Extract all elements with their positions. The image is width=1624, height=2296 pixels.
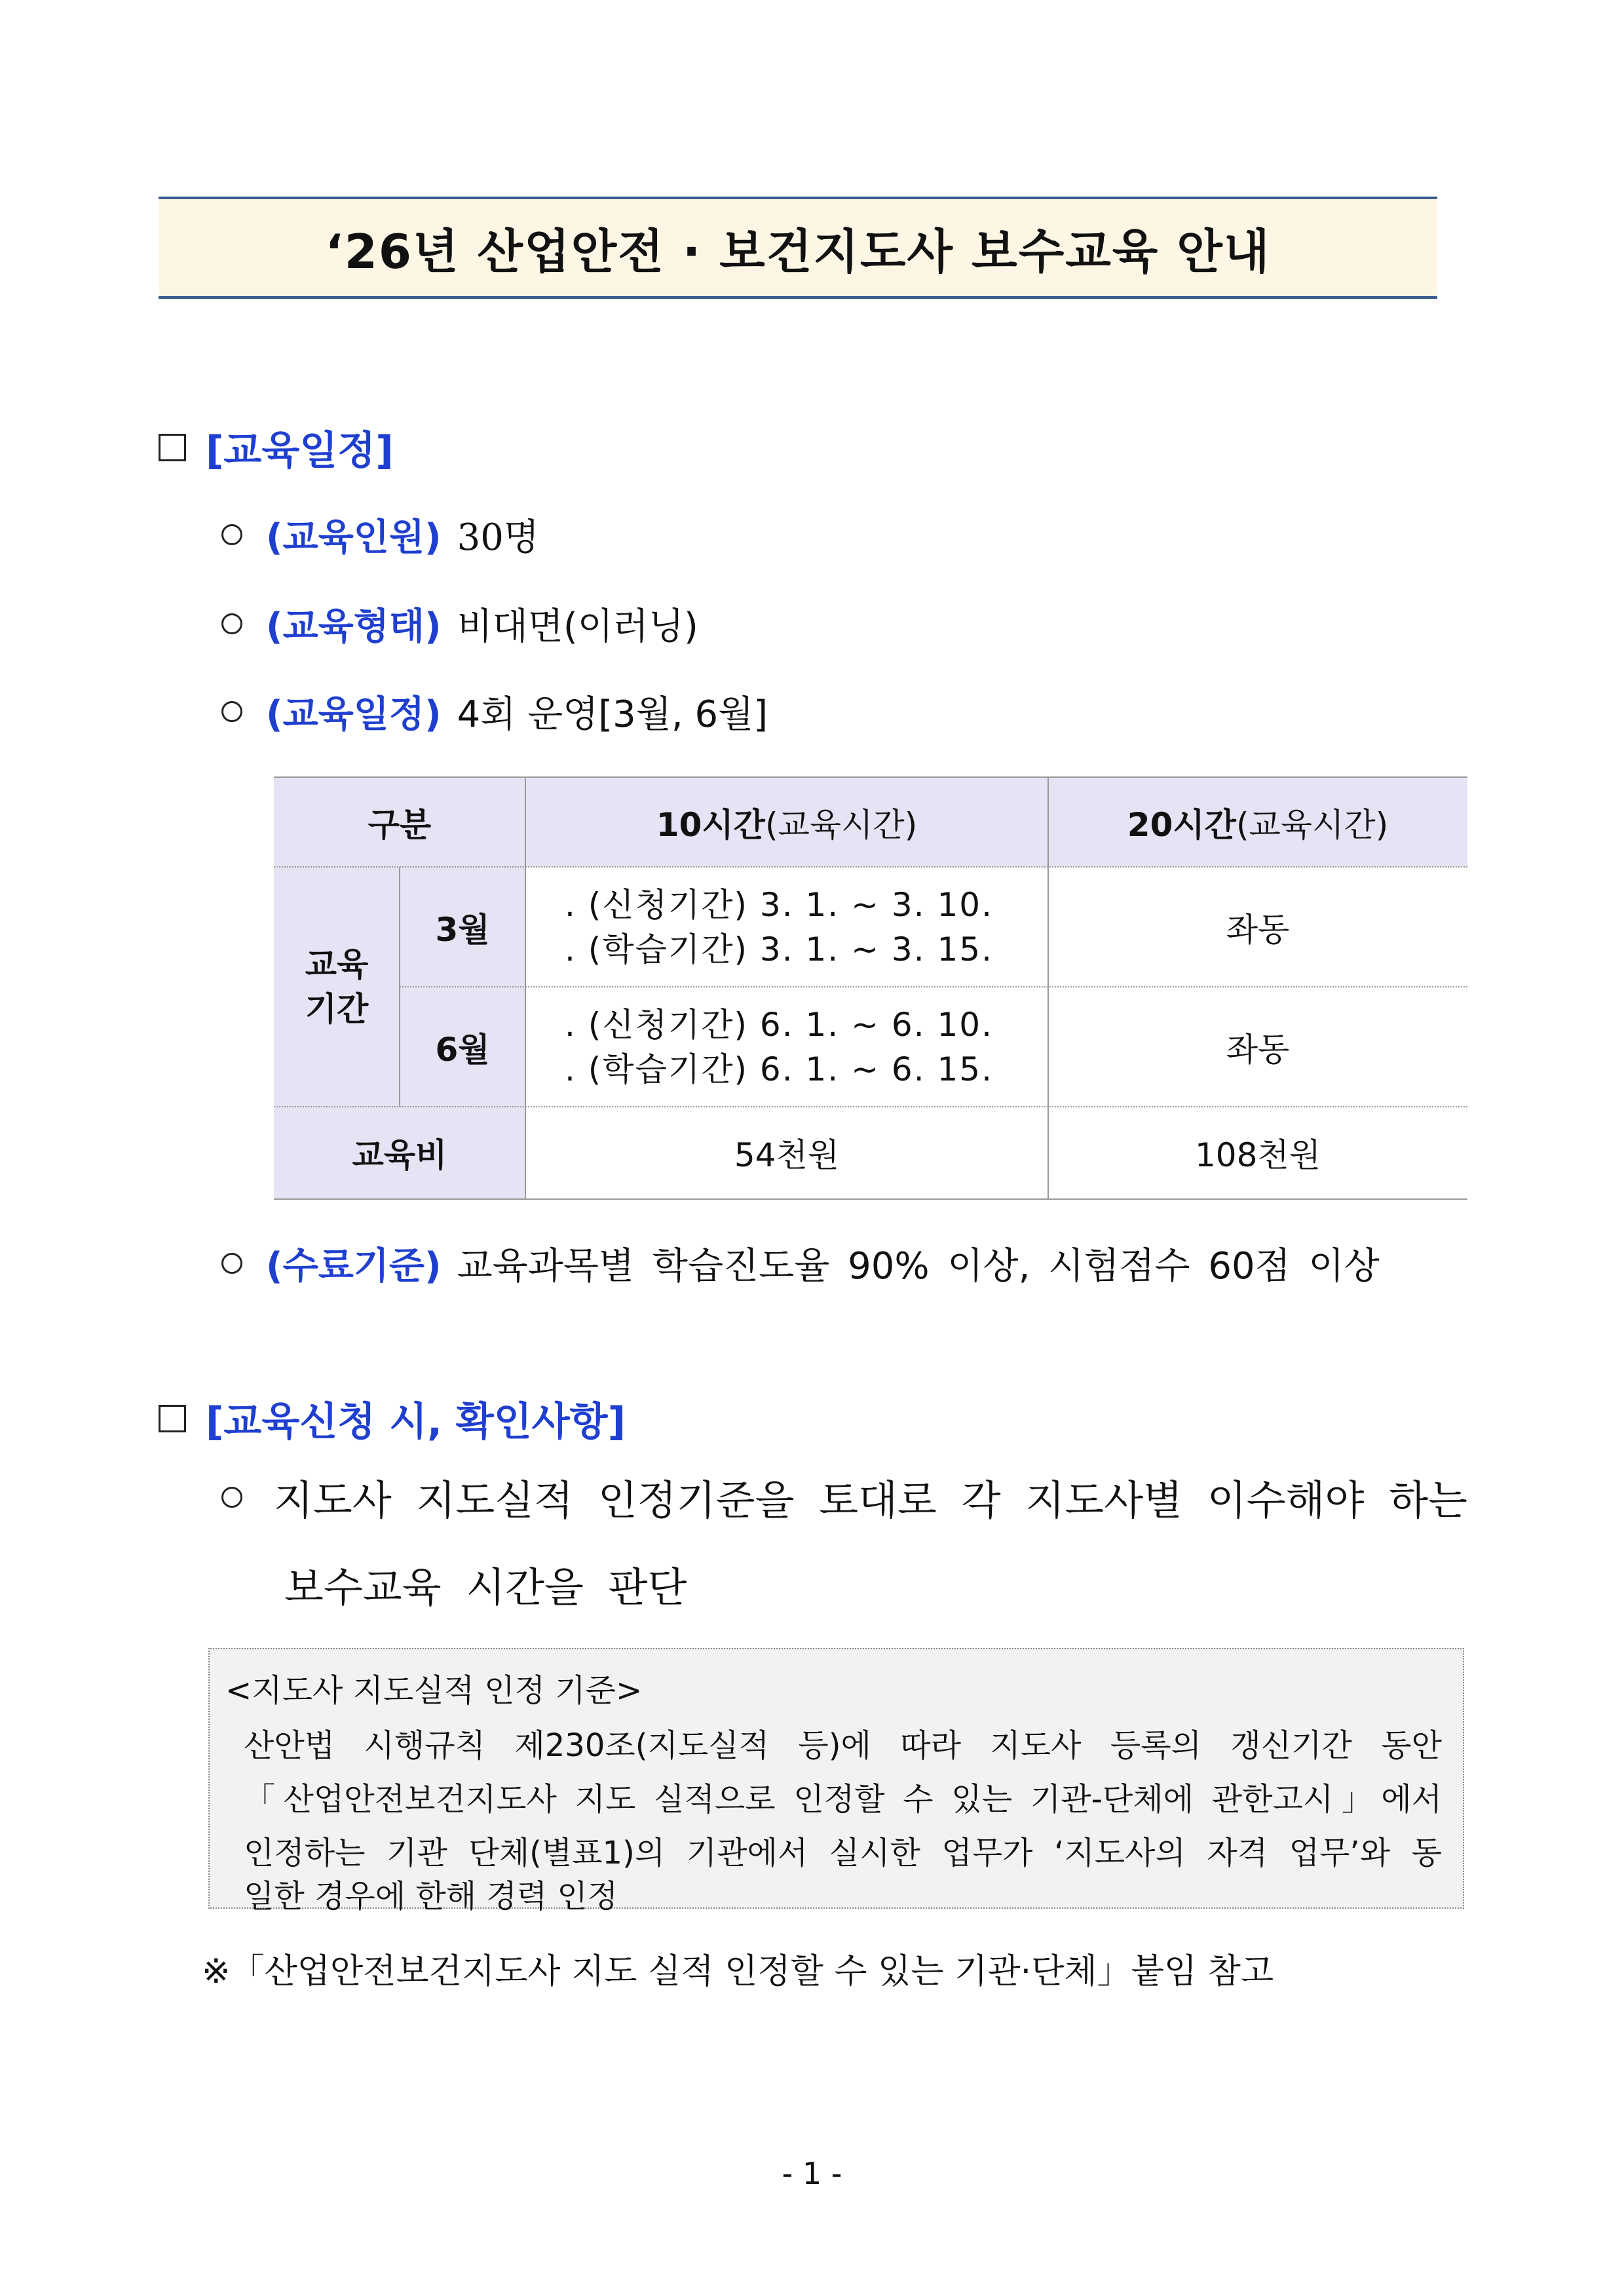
item-value: 비대면(이러닝) xyxy=(457,605,698,648)
bullet-headcount xyxy=(221,508,539,561)
table-20h-march: 좌동 xyxy=(1226,910,1290,949)
section-application-heading xyxy=(159,1390,626,1447)
table-fee-10h: 54천원 xyxy=(734,1136,840,1174)
item-text-line2: 보수교육 시간을 판단 xyxy=(284,1563,687,1611)
table-fee-label: 교육비 xyxy=(274,1107,525,1198)
table-fee-20h: 108천원 xyxy=(1194,1136,1321,1174)
bullet-schedule xyxy=(221,685,768,738)
note-line: 「산업안전보건지도사 지도 실적으로 인정할 수 있는 기관-단체에 관한고시」에서 xyxy=(244,1781,1442,1818)
document-title: ‘26년 산업안전 · 보건지도사 보수교육 안내 xyxy=(325,224,1271,279)
item-value: 4회 운영[3월, 6월] xyxy=(457,693,768,736)
bullet-judgement xyxy=(221,1468,1467,1613)
item-label: (수료기준) xyxy=(266,1245,442,1288)
item-value: 30명 xyxy=(457,516,539,559)
table-header-20h: 20시간 (교육시간) xyxy=(1048,778,1467,867)
table-divider xyxy=(274,866,1467,868)
criteria-note-box xyxy=(208,1648,1464,1915)
table-period-march: . (신청기간) 3. 1. ~ 3. 10. . (학습기간) 3. 1. ~ 3. 15. xyxy=(565,885,993,968)
note-line: 인정하는 기관 단체(별표1)의 기관에서 실시한 업무가 ‘지도사의 자격 업무’와 동 xyxy=(244,1835,1442,1871)
schedule-table xyxy=(274,776,1467,1200)
note-title: <지도사 지도실적 인정 기준> xyxy=(225,1672,643,1709)
bullet-format xyxy=(221,598,698,650)
circle-bullet-icon xyxy=(221,524,242,545)
note-line: 일한 경우에 한해 경력 인정 xyxy=(244,1878,618,1915)
section-schedule-label: [교육일정] xyxy=(206,428,394,474)
table-header-category: 구분 xyxy=(274,778,525,867)
note-line: 산안법 시행규칙 제230조(지도실적 등)에 따라 지도사 등록의 갱신기간 동안 xyxy=(244,1727,1442,1764)
page-number: - 1 - xyxy=(782,2156,842,2191)
table-month-june: 6월 xyxy=(400,987,525,1107)
checkbox-square-icon xyxy=(159,434,186,461)
footnote: ※「산업안전보건지도사 지도 실적 인정할 수 있는 기관·단체」붙임 참고 xyxy=(202,1952,1274,1991)
table-divider xyxy=(525,778,526,1198)
circle-bullet-icon xyxy=(221,1487,242,1508)
item-value: 교육과목별 학습진도율 90% 이상, 시험점수 60점 이상 xyxy=(457,1245,1380,1288)
section-application-label: [교육신청 시, 확인사항] xyxy=(206,1399,626,1445)
circle-bullet-icon xyxy=(221,613,242,634)
checkbox-square-icon xyxy=(159,1405,186,1432)
item-label: (교육인원) xyxy=(266,516,442,559)
table-period-label: 교육 기간 xyxy=(274,867,400,1107)
title-banner xyxy=(159,197,1437,299)
table-20h-june: 좌동 xyxy=(1226,1030,1290,1069)
item-text-line1: 지도사 지도실적 인정기준을 토대로 각 지도사별 이수해야 하는 xyxy=(274,1476,1467,1524)
table-header-10h: 10시간 (교육시간) xyxy=(525,778,1048,867)
table-divider xyxy=(1048,778,1049,1198)
circle-bullet-icon xyxy=(221,1253,242,1274)
table-divider xyxy=(400,986,1467,987)
circle-bullet-icon xyxy=(221,701,242,722)
table-divider xyxy=(274,1106,1467,1107)
item-label: (교육형태) xyxy=(266,605,442,648)
table-period-june: . (신청기간) 6. 1. ~ 6. 10. . (학습기간) 6. 1. ~ 6. 15. xyxy=(565,1005,993,1088)
item-label: (교육일정) xyxy=(266,693,442,736)
table-month-march: 3월 xyxy=(400,867,525,987)
bullet-completion xyxy=(221,1237,1380,1290)
section-schedule-heading xyxy=(159,419,394,476)
